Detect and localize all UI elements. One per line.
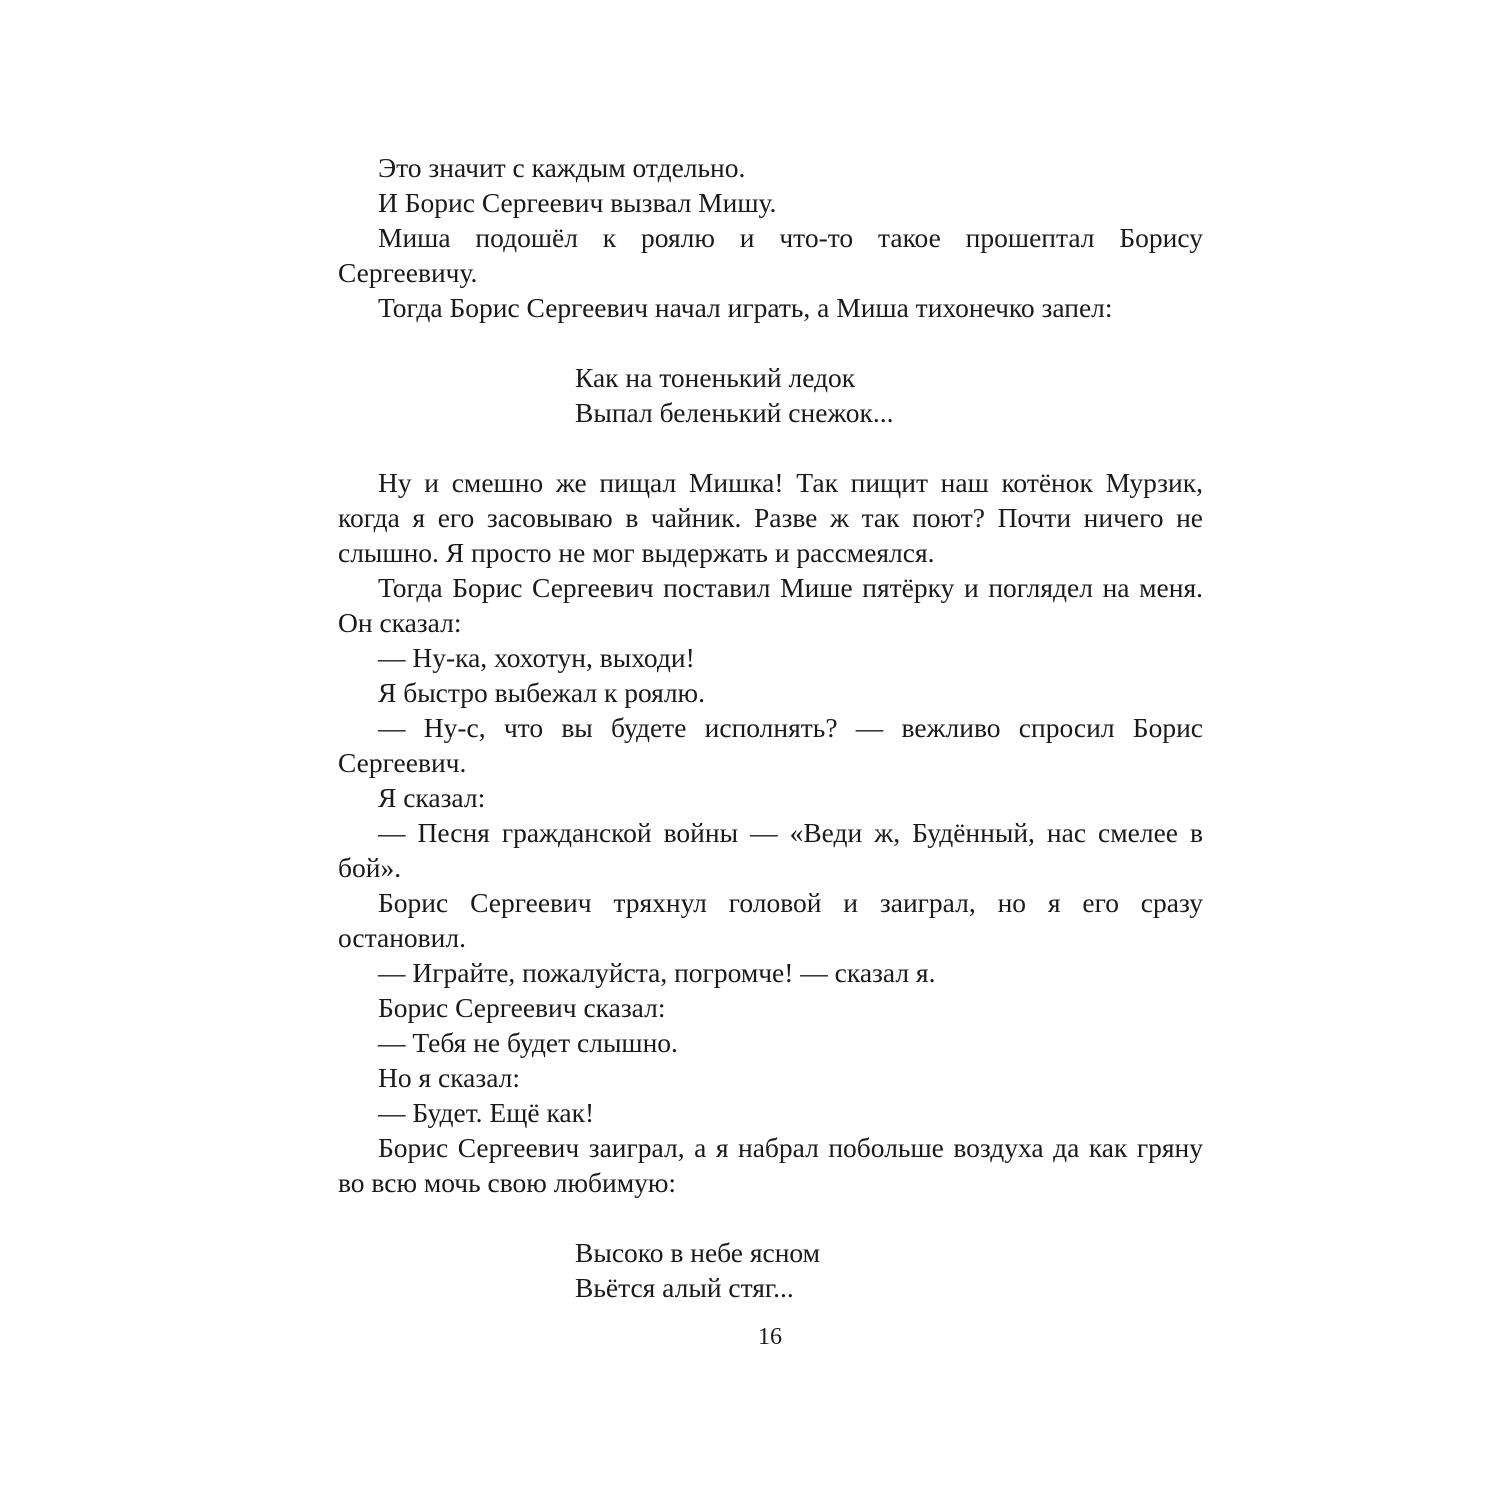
song-verse xyxy=(338,1235,1203,1305)
paragraph: Ну и смешно же пищал Мишка! Так пищит наш котёнок Мурзик, когда я его засовываю в чайник. Разве ж так поют? Почти ничего не слышно. Я просто не мог выдержать и рассмеялся. xyxy=(338,467,1203,568)
page-number: 16 xyxy=(758,1324,782,1350)
paragraph: Я быстро выбежал к роялю. xyxy=(378,677,705,708)
verse-line: Выпал беленький снежок... xyxy=(575,397,894,428)
paragraph: Я сказал: xyxy=(378,782,486,813)
paragraph: Миша подошёл к роялю и что-то такое прошептал Борису Сергеевичу. xyxy=(338,222,1203,288)
dialogue-line: — Ну-ка, хохотун, выходи! xyxy=(378,642,695,673)
verse-line: Как на тоненький ледок xyxy=(575,362,856,393)
verse-line: Вьётся алый стяг... xyxy=(575,1272,794,1303)
song-verse xyxy=(338,360,1203,430)
paragraph: Тогда Борис Сергеевич начал играть, а Миша тихонечко запел: xyxy=(378,292,1113,323)
paragraph: И Борис Сергеевич вызвал Мишу. xyxy=(378,187,777,218)
paragraph: Тогда Борис Сергеевич поставил Мише пятёрку и поглядел на меня. Он сказал: xyxy=(338,572,1203,638)
dialogue-line: — Будет. Ещё как! xyxy=(378,1097,595,1128)
book-page-text xyxy=(338,150,1203,1305)
dialogue-line: — Ну-с, что вы будете исполнять? — вежливо спросил Борис Сергеевич. xyxy=(338,712,1203,778)
paragraph: Но я сказал: xyxy=(378,1062,521,1093)
paragraph: Борис Сергеевич заиграл, а я набрал побольше воздуха да как гряну во всю мочь свою любимую: xyxy=(338,1132,1203,1198)
dialogue-line: — Песня гражданской войны — «Веди ж, Будённый, нас смелее в бой». xyxy=(338,817,1203,883)
paragraph: Борис Сергеевич тряхнул головой и заиграл, но я его сразу остановил. xyxy=(338,887,1203,953)
dialogue-line: — Играйте, пожалуйста, погромче! — сказал я. xyxy=(378,957,936,988)
dialogue-line: — Тебя не будет слышно. xyxy=(378,1027,678,1058)
paragraph: Борис Сергеевич сказал: xyxy=(378,992,666,1023)
paragraph: Это значит с каждым отдельно. xyxy=(378,152,746,183)
verse-line: Высоко в небе ясном xyxy=(575,1237,821,1268)
